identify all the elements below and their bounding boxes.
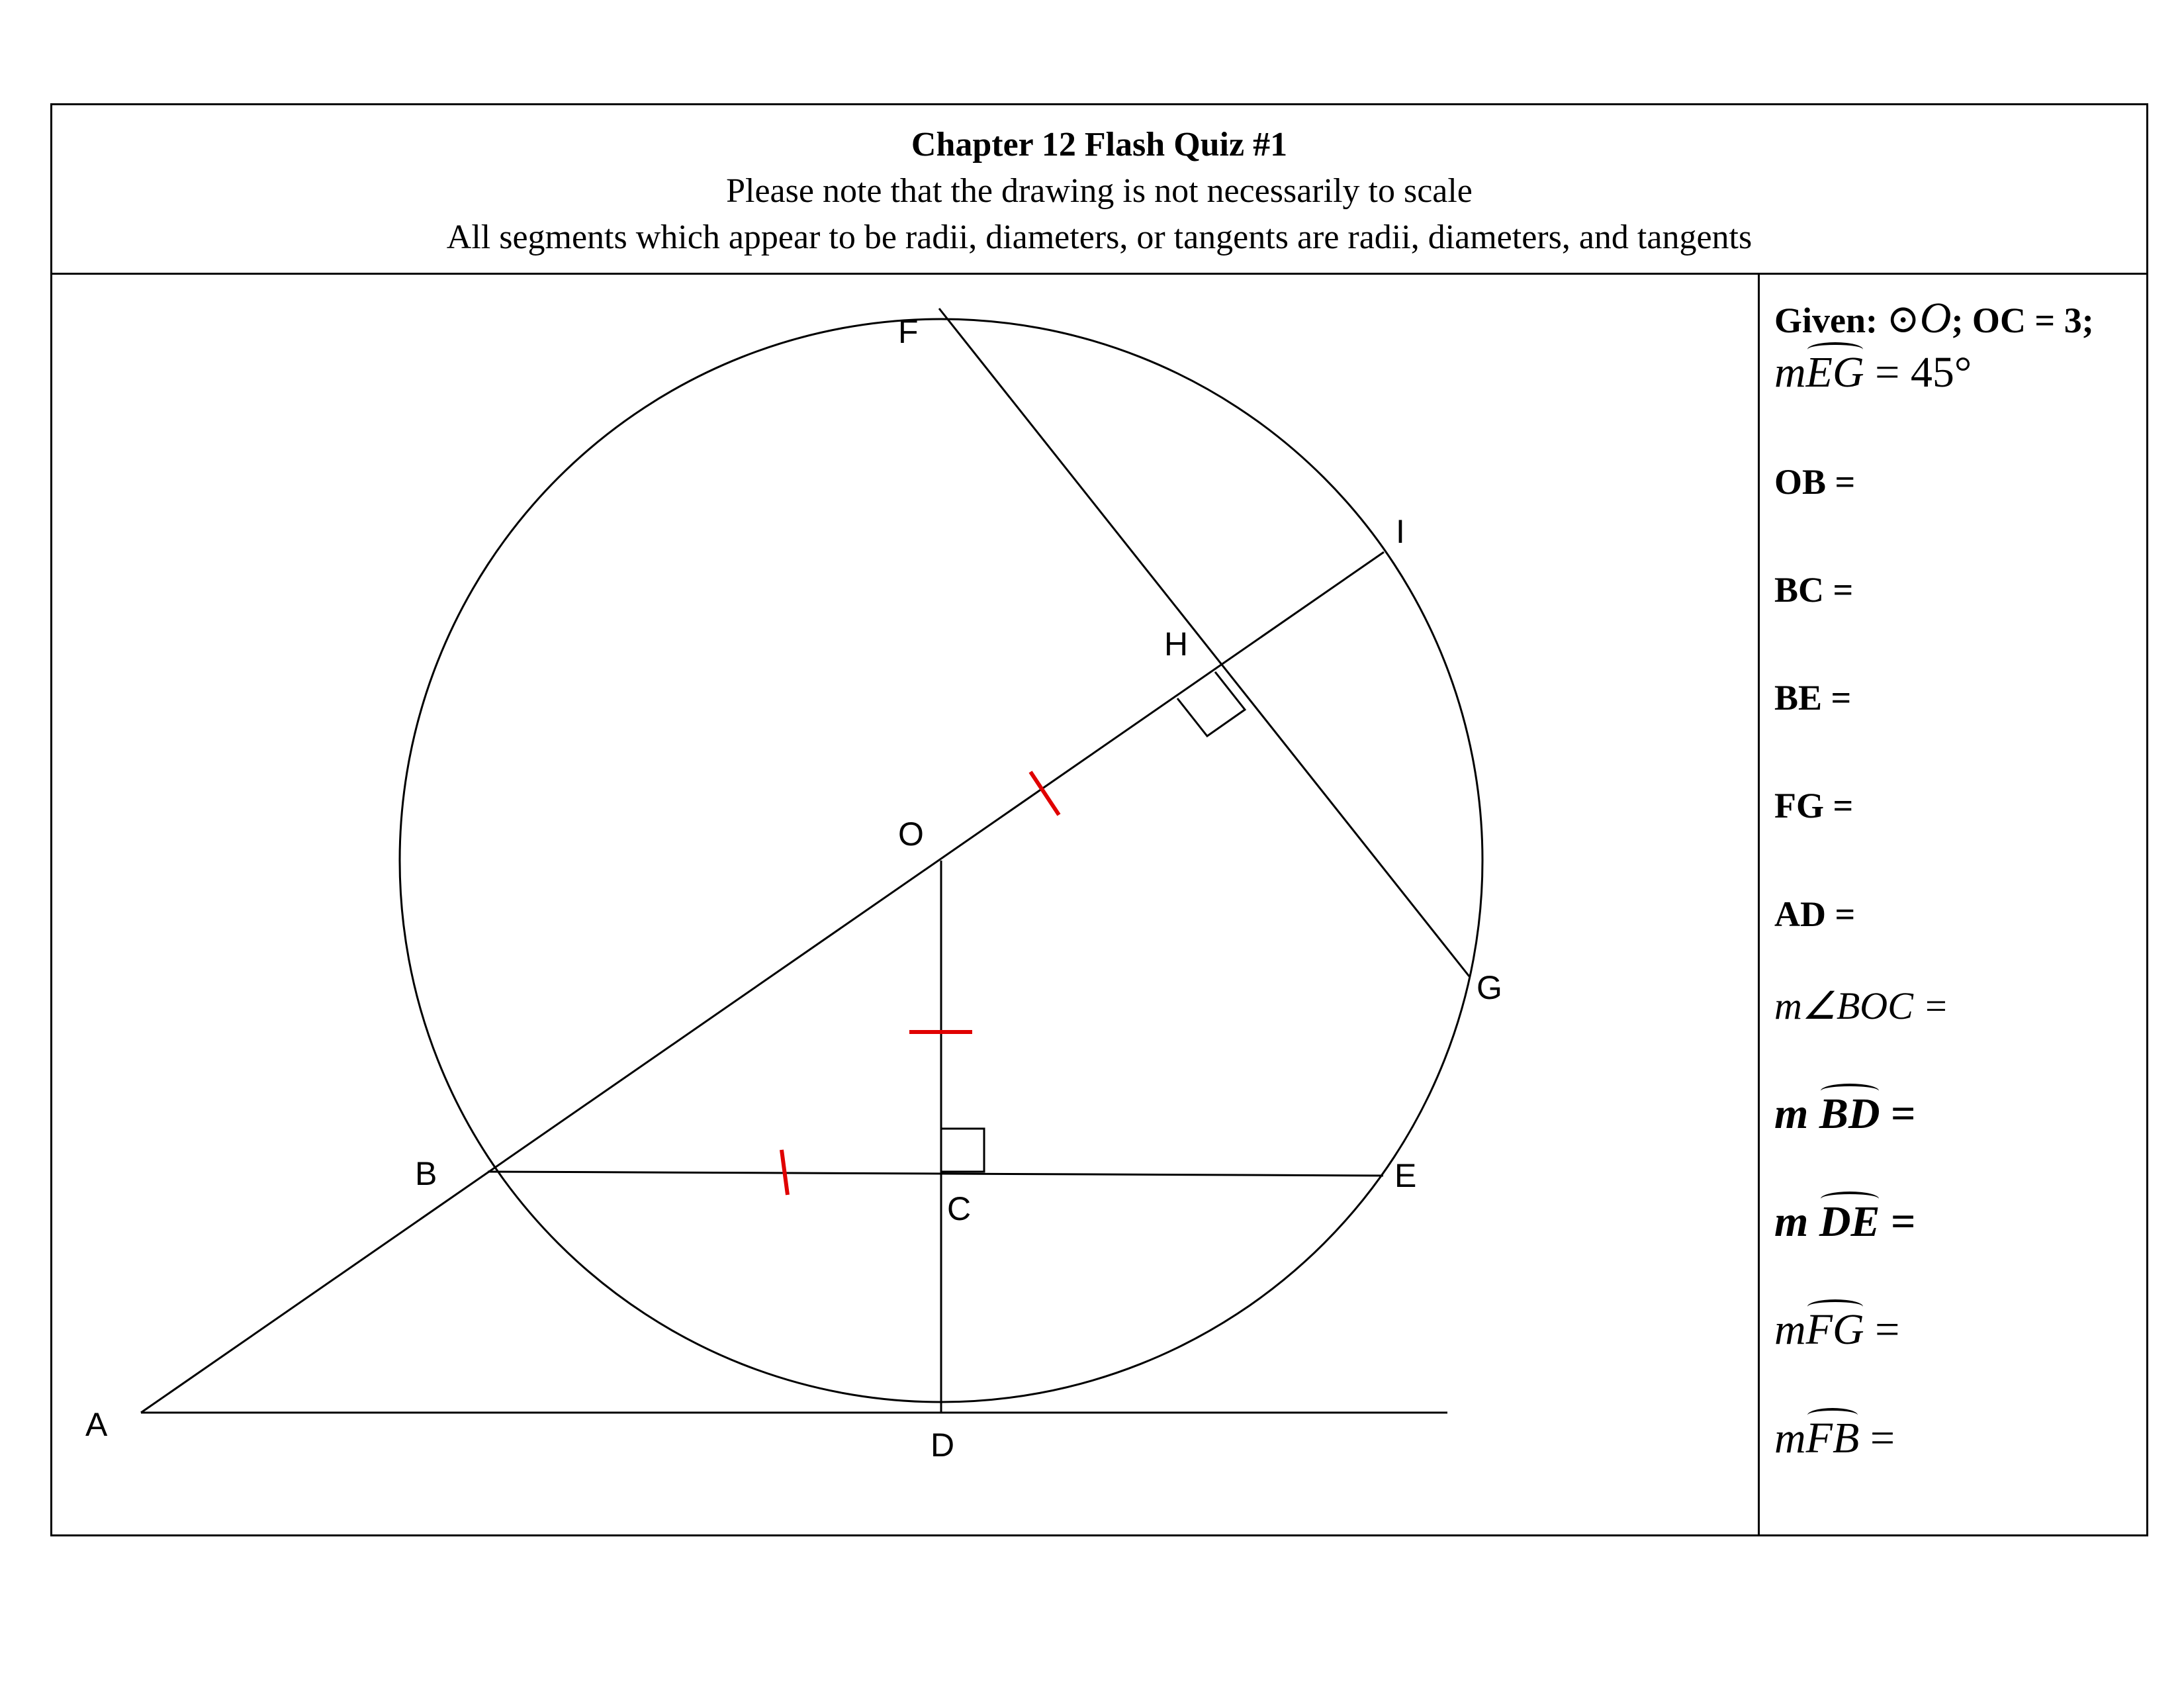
bc-prompt: BC = <box>1774 570 1854 610</box>
given-oc: ; OC = 3; <box>1951 301 2094 340</box>
ob-prompt: OB = <box>1774 462 1856 502</box>
arc-bd-name: BD <box>1819 1090 1880 1138</box>
segments-note: All segments which appear to be radii, diameters, or tangents are radii, diameters, and tangents <box>446 218 1752 256</box>
fg-prompt: FG = <box>1774 786 1854 825</box>
scale-note: Please note that the drawing is not necessarily to scale <box>726 172 1473 210</box>
right-angle-c <box>941 1129 984 1172</box>
given-label: Given: <box>1774 301 1878 340</box>
chord-b-e <box>488 1172 1383 1176</box>
label-o: O <box>898 816 924 853</box>
circle-figure <box>52 275 1756 1534</box>
quiz-title: Chapter 12 Flash Quiz #1 <box>911 126 1288 164</box>
arc-fg-name: FG <box>1805 1305 1864 1354</box>
arc-eg-name: EG <box>1805 348 1864 397</box>
label-b: B <box>415 1155 437 1192</box>
be-prompt: BE = <box>1774 678 1852 718</box>
given-line <box>1774 293 2094 344</box>
arc-fg-prompt <box>1774 1305 1899 1355</box>
arc-de-prompt <box>1774 1197 1916 1247</box>
arc-fg-eq: = <box>1864 1305 1900 1354</box>
geometry-diagram <box>52 275 1760 1534</box>
given-arc-eg <box>1774 348 1972 398</box>
arc-bd-prompt <box>1774 1089 1916 1139</box>
arc-eg-value: = 45° <box>1864 348 1972 397</box>
arc-fb-m: m <box>1774 1414 1806 1462</box>
arc-fb-name: FB <box>1805 1414 1860 1462</box>
label-f: F <box>898 313 919 350</box>
label-e: E <box>1394 1157 1417 1194</box>
arc-de-eq: = <box>1880 1197 1916 1246</box>
ad-prompt: AD = <box>1774 894 1856 934</box>
label-c: C <box>947 1190 972 1227</box>
arc-fb-prompt <box>1774 1413 1895 1464</box>
answers-panel <box>1760 275 2146 1534</box>
arc-bd-eq: = <box>1880 1090 1916 1138</box>
chord-f-g <box>939 308 1469 976</box>
arc-fg-m: m <box>1774 1305 1806 1354</box>
label-i: I <box>1396 513 1405 550</box>
angle-boc-prompt: m∠BOC = <box>1774 984 1949 1027</box>
label-g: G <box>1477 969 1502 1006</box>
label-a: A <box>85 1406 108 1443</box>
line-a-i <box>141 552 1384 1413</box>
circle-symbol: ⊙ <box>1886 297 1920 341</box>
label-d: D <box>931 1427 955 1464</box>
arc-de-name: DE <box>1819 1197 1880 1246</box>
quiz-header <box>52 105 2146 275</box>
arc-eg-m: m <box>1774 348 1806 397</box>
label-h: H <box>1164 626 1189 663</box>
arc-de-m: m <box>1774 1197 1809 1246</box>
arc-bd-m: m <box>1774 1090 1809 1138</box>
arc-fb-eq: = <box>1859 1414 1895 1462</box>
quiz-frame <box>50 103 2148 1536</box>
circle-name: O <box>1919 294 1952 342</box>
